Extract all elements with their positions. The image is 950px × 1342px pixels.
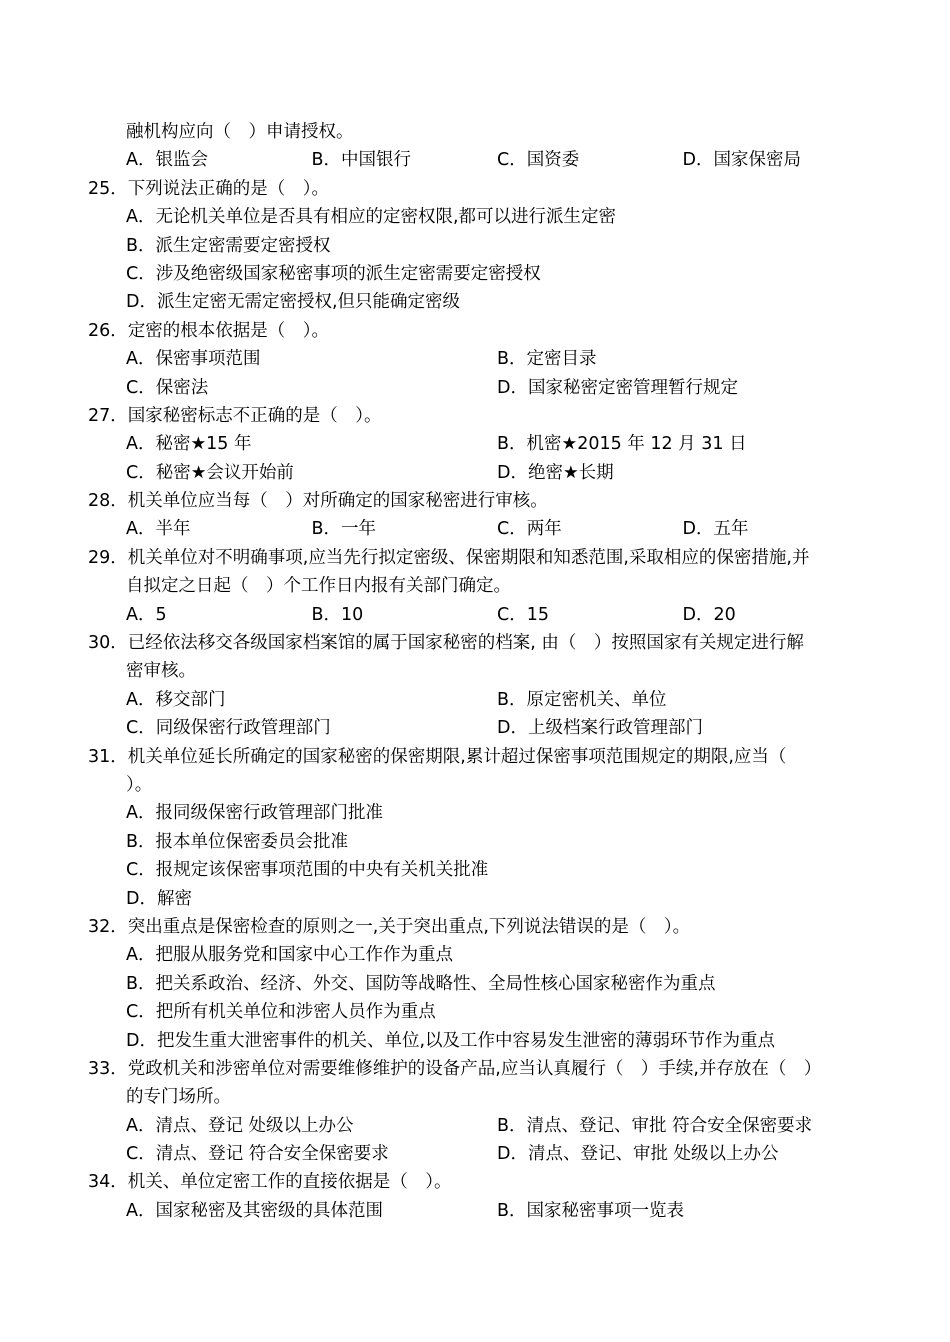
- answer-option: C．保密法: [126, 377, 209, 398]
- options-row: [88, 345, 868, 373]
- answer-option: A．清点、登记 处级以上办公: [126, 1115, 354, 1136]
- question-stem: 33．党政机关和涉密单位对需要维修维护的设备产品,应当认真履行（ ）手续,并存放在（ ）: [88, 1058, 822, 1079]
- options-row: [88, 1140, 868, 1168]
- answer-option: C．两年: [497, 519, 562, 540]
- text-line: D．把发生重大泄密事件的机关、单位,以及工作中容易发生泄密的薄弱环节作为重点: [126, 1030, 776, 1051]
- options-row: [88, 1112, 868, 1140]
- answer-option: A．移交部门: [126, 689, 226, 710]
- options-row: [88, 374, 868, 402]
- answer-option: A．银监会: [126, 150, 208, 171]
- text-line: B．把关系政治、经济、外交、国防等战略性、全局性核心国家秘密作为重点: [126, 973, 716, 994]
- text-line: B．报本单位保密委员会批准: [126, 831, 349, 852]
- question-stem: 31．机关单位延长所确定的国家秘密的保密期限,累计超过保密事项范围规定的期限,应当（: [88, 746, 787, 767]
- options-row: [88, 430, 868, 458]
- answer-option: B．10: [311, 604, 364, 625]
- question-stem: 25．下列说法正确的是（ ）。: [88, 178, 330, 199]
- options-row: [88, 146, 868, 174]
- text-line: D．派生定密无需定密授权,但只能确定密级: [126, 292, 461, 313]
- options-row: [88, 515, 868, 543]
- text-line: 融机构应向（ ）申请授权。: [126, 122, 354, 142]
- text-line: A．无论机关单位是否具有相应的定密权限,都可以进行派生定密: [126, 207, 617, 228]
- options-row: [88, 714, 868, 742]
- answer-option: C．秘密★会议开始前: [126, 462, 294, 483]
- question-stem: 29．机关单位对不明确事项,应当先行拟定密级、保密期限和知悉范围,采取相应的保密措施,并: [88, 547, 810, 568]
- answer-option: B．一年: [311, 519, 377, 540]
- question-stem: 28．机关单位应当每（ ）对所确定的国家秘密进行审核。: [88, 491, 548, 512]
- question-stem: 26．定密的根本依据是（ ）。: [88, 320, 330, 341]
- question-stem: 34．机关、单位定密工作的直接依据是（ ）。: [88, 1172, 452, 1193]
- answer-option: B．中国银行: [311, 150, 412, 171]
- options-row: [88, 686, 868, 714]
- text-line: C．涉及绝密级国家秘密事项的派生定密需要定密授权: [126, 263, 541, 284]
- answer-option: A．5: [126, 604, 167, 625]
- answer-option: B．原定密机关、单位: [497, 689, 667, 710]
- answer-option: A．保密事项范围: [126, 349, 261, 370]
- options-row: [88, 1197, 868, 1225]
- answer-option: D．绝密★长期: [497, 462, 614, 483]
- text-line: C．报规定该保密事项范围的中央有关机关批准: [126, 860, 489, 881]
- text-line: ）。: [126, 774, 153, 795]
- text-line: 自拟定之日起（ ）个工作日内报有关部门确定。: [126, 576, 511, 597]
- answer-option: D．五年: [682, 519, 749, 540]
- answer-option: A．半年: [126, 519, 191, 540]
- question-stem: 32．突出重点是保密检查的原则之一,关于突出重点,下列说法错误的是（ ）。: [88, 916, 691, 937]
- answer-option: A．秘密★15 年: [126, 434, 252, 455]
- text-line: A．报同级保密行政管理部门批准: [126, 803, 383, 824]
- question-stem: 27．国家秘密标志不正确的是（ ）。: [88, 405, 382, 426]
- answer-option: D．国家保密局: [682, 150, 801, 171]
- text-line: B．派生定密需要定密授权: [126, 235, 331, 256]
- answer-option: B．机密★2015 年 12 月 31 日: [497, 434, 747, 455]
- text-line: C．把所有机关单位和涉密人员作为重点: [126, 1002, 436, 1023]
- answer-option: A．国家秘密及其密级的具体范围: [126, 1200, 383, 1221]
- answer-option: B．清点、登记、审批 符合安全保密要求: [497, 1115, 813, 1136]
- options-row: [88, 459, 868, 487]
- question-stem: 30．已经依法移交各级国家档案馆的属于国家秘密的档案, 由（ ）按照国家有关规定进行解: [88, 633, 804, 654]
- text-line: 的专门场所。: [126, 1087, 231, 1108]
- options-row: [88, 601, 868, 629]
- text-line: D．解密: [126, 888, 192, 909]
- text-line: 密审核。: [126, 661, 196, 682]
- text-line: A．把服从服务党和国家中心工作作为重点: [126, 945, 453, 966]
- answer-option: C．同级保密行政管理部门: [126, 718, 331, 739]
- answer-option: D．20: [682, 604, 736, 625]
- answer-option: D．清点、登记、审批 处级以上办公: [497, 1144, 779, 1165]
- answer-option: C．清点、登记 符合安全保密要求: [126, 1144, 389, 1165]
- answer-option: D．上级档案行政管理部门: [497, 718, 703, 739]
- question-list: [88, 118, 868, 1225]
- answer-option: C．国资委: [497, 150, 580, 171]
- answer-option: D．国家秘密定密管理暂行规定: [497, 377, 738, 398]
- answer-option: B．国家秘密事项一览表: [497, 1200, 685, 1221]
- answer-option: B．定密目录: [497, 349, 597, 370]
- answer-option: C．15: [497, 604, 549, 625]
